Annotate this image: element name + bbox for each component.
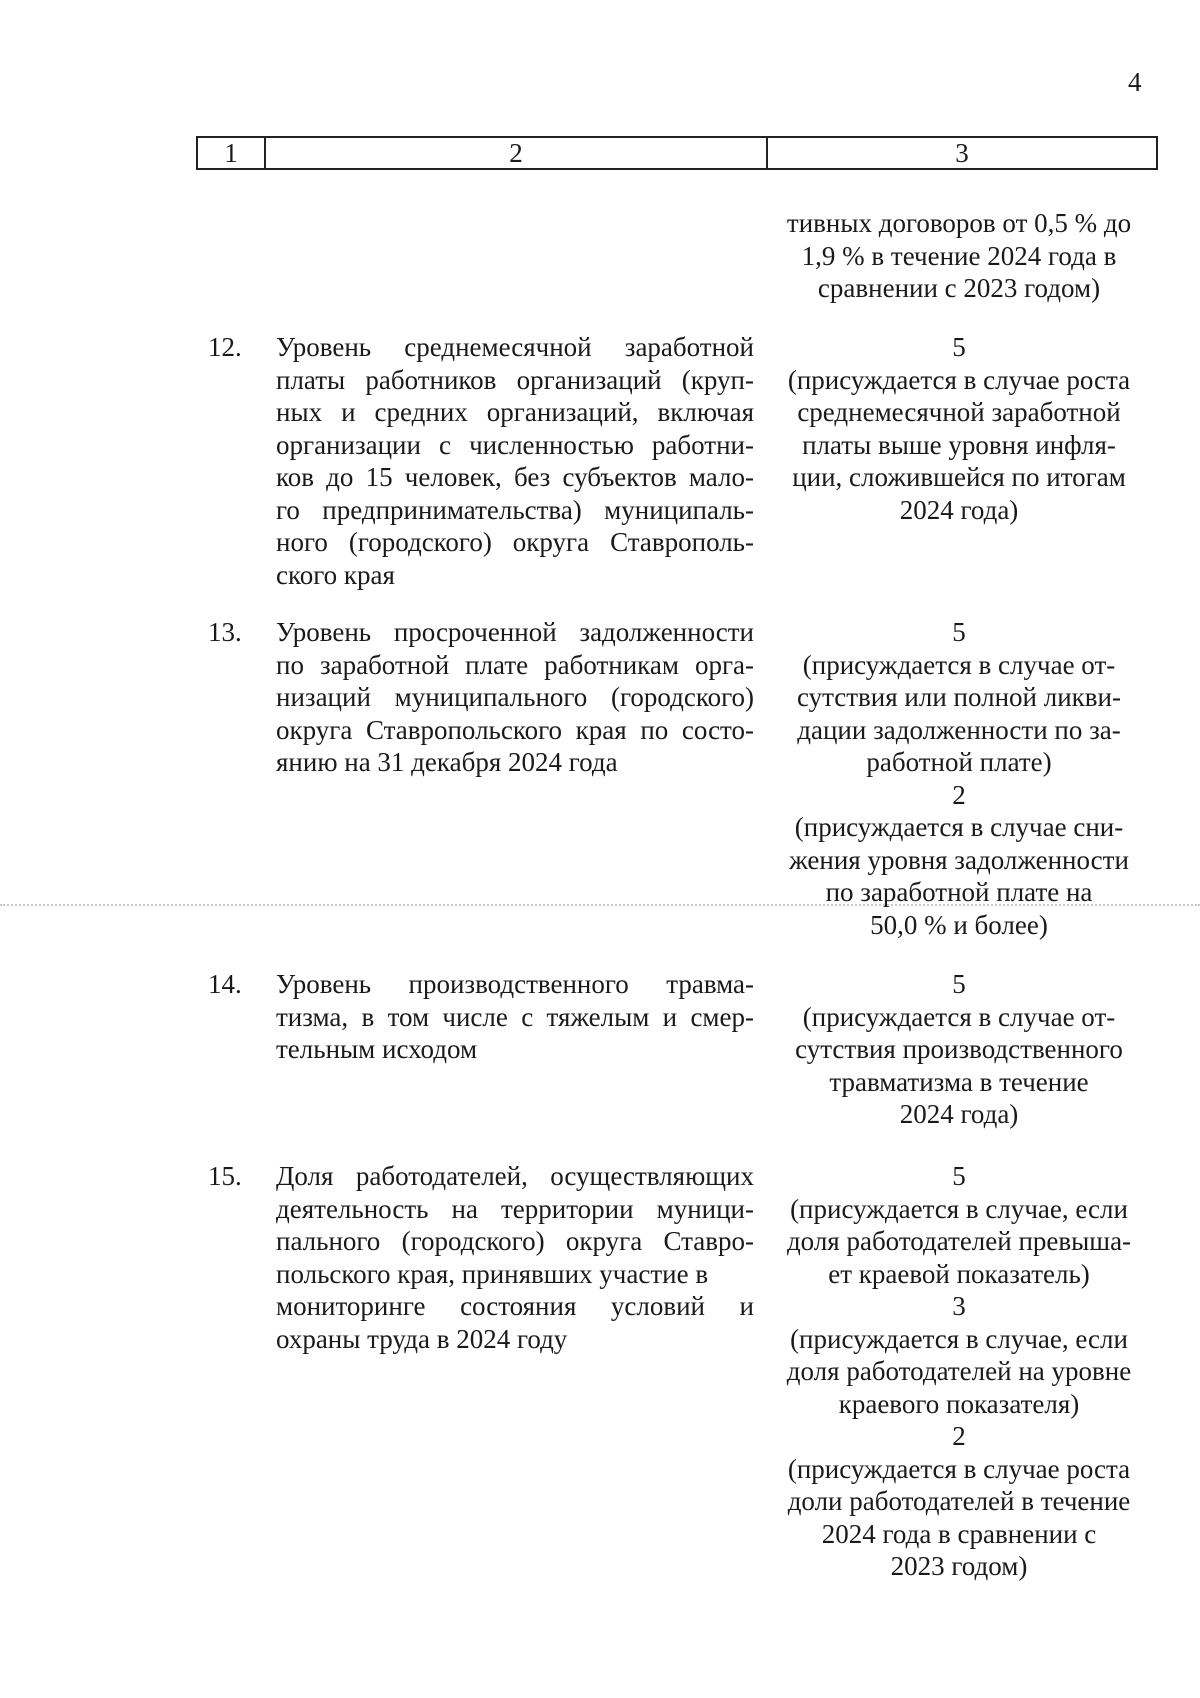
criterion-line: Доля работодателей, осуществляющих (276, 1161, 754, 1191)
criterion-text (276, 616, 754, 779)
points-text (768, 616, 1150, 941)
points-line: 5 (952, 332, 966, 362)
continuation-line: сравнении с 2023 годом) (817, 273, 1101, 303)
points-line: дации задолженности по за- (797, 714, 1121, 745)
points-line: сутствия или полной ликви- (797, 682, 1121, 712)
row-number: 14. (208, 969, 242, 999)
criterion-line: го предпринимательства) муниципаль- (276, 494, 754, 525)
points-text (768, 1160, 1150, 1583)
criterion-text (276, 331, 754, 591)
criterion-line: округа Ставропольского края по состо- (276, 714, 754, 745)
row-number: 12. (208, 332, 242, 362)
points-line: 5 (952, 1161, 966, 1191)
points-line: (присуждается в случае роста (787, 364, 1131, 395)
criterion-line: Уровень производственного травма- (276, 969, 754, 999)
points-line: 2024 года в сравнении с (821, 1518, 1097, 1549)
continuation-line: 1,9 % в течение 2024 года в (801, 240, 1117, 271)
criterion-line: ков до 15 человек, без субъектов мало- (276, 462, 754, 492)
page-number: 4 (1128, 67, 1142, 97)
criterion-line: по заработной плате работникам орга- (276, 649, 754, 680)
criterion-line: тизма, в том числе с тяжелым и смер- (276, 1001, 754, 1032)
row-number: 13. (208, 617, 242, 647)
points-line: (присуждается в случае от- (802, 649, 1116, 680)
criterion-text (276, 1160, 754, 1355)
points-line: 5 (952, 969, 966, 999)
points-line: сутствия производственного (795, 1034, 1123, 1064)
criterion-line: деятельность на территории муници- (276, 1193, 754, 1224)
points-line: 5 (952, 617, 966, 647)
points-line: (присуждается в случае от- (802, 1001, 1116, 1032)
points-line: работной плате) (866, 747, 1052, 777)
table-header (196, 136, 1158, 170)
criterion-line: Уровень просроченной задолженности (276, 617, 754, 647)
continuation-text (768, 207, 1150, 305)
header-col-2: 2 (266, 138, 768, 168)
points-line: краевого показателя) (838, 1388, 1080, 1419)
points-text (768, 331, 1150, 526)
points-line: доли работодателей в течение (787, 1486, 1131, 1516)
points-line: 2023 годом) (890, 1551, 1028, 1581)
points-line: доля работодателей превыша- (786, 1226, 1132, 1256)
criterion-line: Уровень среднемесячной заработной (276, 332, 754, 362)
points-line: (присуждается в случае, если (790, 1193, 1128, 1224)
points-line: жения уровня задолженности (789, 844, 1129, 875)
points-line: 3 (952, 1291, 966, 1321)
criterion-line: ного (городского) округа Ставрополь- (276, 527, 754, 557)
row-number: 15. (208, 1161, 242, 1191)
points-line: (присуждается в случае роста (787, 1453, 1131, 1484)
points-line: (присуждается в случае сни- (794, 812, 1124, 842)
points-line: травматизма в течение (829, 1066, 1089, 1097)
points-text (768, 968, 1150, 1131)
points-line: 2024 года) (899, 1099, 1019, 1129)
points-line: по заработной плате на (825, 877, 1093, 907)
points-line: 2 (952, 1421, 966, 1451)
criterion-line: ского края (276, 559, 395, 590)
points-line: среднемесячной заработной (797, 397, 1121, 427)
points-line: 2024 года) (899, 494, 1019, 525)
points-line: 2 (952, 779, 966, 810)
criterion-line: пального (городского) округа Ставро- (276, 1226, 754, 1256)
criterion-line: организации с численностью работни- (276, 429, 754, 460)
criterion-line: охраны труда в 2024 году (276, 1323, 568, 1354)
criterion-text (276, 968, 754, 1066)
points-line: ет краевой показатель) (828, 1258, 1090, 1289)
points-line: доля работодателей на уровне (786, 1356, 1132, 1386)
points-line: (присуждается в случае, если (790, 1323, 1128, 1354)
header-col-1: 1 (198, 138, 266, 168)
criterion-line: платы работников организаций (круп- (276, 364, 754, 395)
criterion-line: мониторинге состояния условий и (276, 1291, 754, 1321)
criterion-line: тельным исходом (276, 1034, 478, 1064)
points-line: платы выше уровня инфля- (802, 429, 1116, 460)
criterion-line: янию на 31 декабря 2024 года (276, 747, 618, 777)
scan-artifact-divider (0, 904, 1200, 906)
points-line: ции, сложившейся по итогам (792, 462, 1126, 492)
points-line: 50,0 % и более) (870, 909, 1048, 940)
continuation-line: тивных договоров от 0,5 % до (786, 208, 1132, 238)
criterion-line: ных и средних организаций, включая (276, 397, 754, 427)
criterion-line: низаций муниципального (городского) (276, 682, 754, 712)
criterion-line: польского края, принявших участие в (276, 1258, 709, 1289)
header-col-3: 3 (955, 138, 969, 168)
